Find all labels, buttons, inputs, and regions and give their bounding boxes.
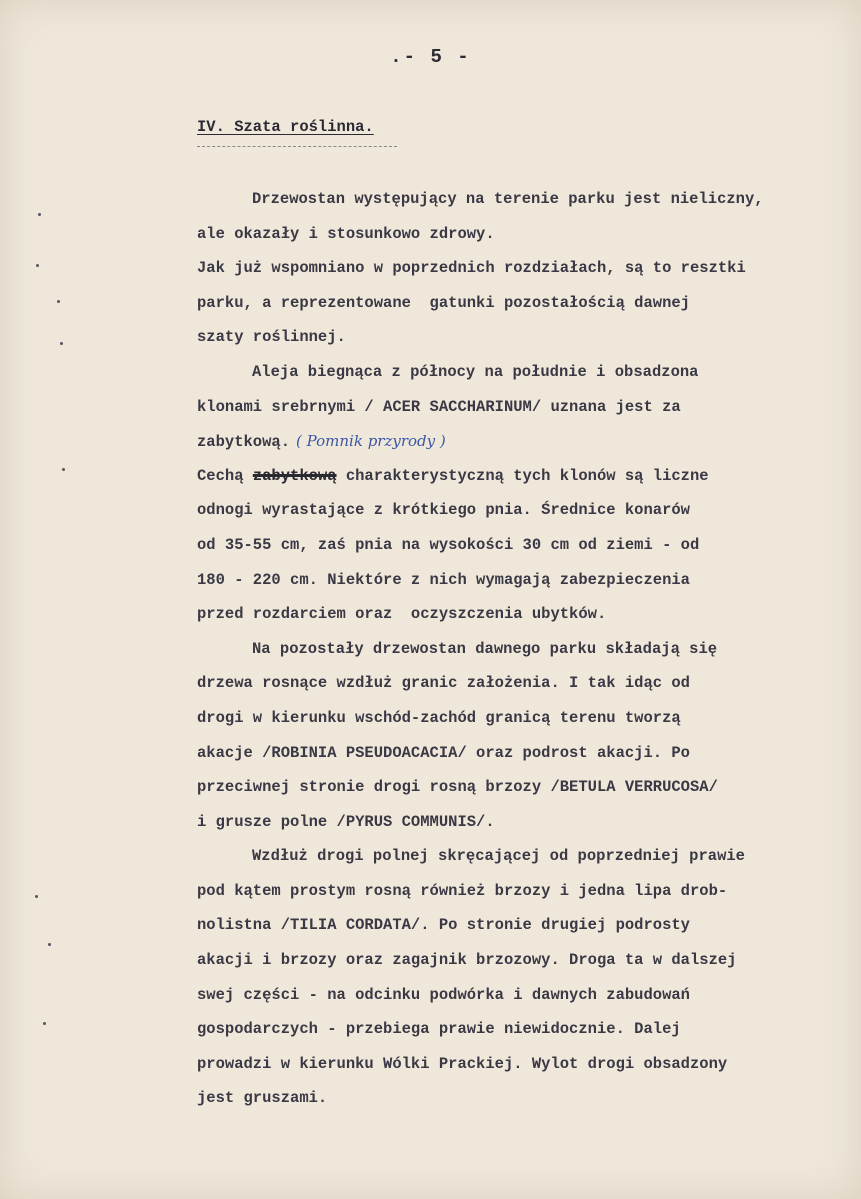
body-text bbox=[197, 182, 847, 1116]
margin-speck bbox=[57, 300, 60, 303]
line-text: Drzewostan występujący na terenie parku jest nieliczny, bbox=[252, 190, 764, 208]
text-line bbox=[197, 528, 847, 563]
margin-speck bbox=[43, 1022, 46, 1025]
text-line bbox=[197, 874, 847, 909]
line-text: 180 - 220 cm. Niektóre z nich wymagają zabezpieczenia bbox=[197, 570, 690, 589]
heading-underline-rule bbox=[197, 146, 397, 147]
section-heading: IV. Szata roślinna. bbox=[197, 118, 374, 136]
margin-speck bbox=[38, 213, 41, 216]
line-text: szaty roślinnej. bbox=[197, 328, 346, 347]
line-text: gospodarczych - przebiega prawie niewidocznie. Dalej bbox=[197, 1020, 681, 1039]
text-line bbox=[197, 839, 847, 874]
line-text: Aleja biegnąca z północy na południe i obsadzona bbox=[252, 362, 699, 381]
text-line bbox=[197, 424, 847, 459]
struck-out-word: zabytkową bbox=[252, 466, 337, 485]
text-line bbox=[197, 1012, 847, 1047]
line-text: charakterystyczną tych klonów są liczne bbox=[336, 466, 709, 485]
line-text: zabytkową. bbox=[197, 433, 291, 452]
text-line bbox=[197, 770, 847, 805]
line-prefix: Cechą bbox=[197, 466, 253, 485]
line-text: od 35-55 cm, zaś pnia na wysokości 30 cm od ziemi - od bbox=[197, 535, 700, 554]
line-text: jest gruszami. bbox=[197, 1089, 328, 1108]
text-line bbox=[197, 459, 847, 494]
line-text: drogi w kierunku wschód-zachód granicą terenu tworzą bbox=[197, 708, 681, 727]
text-line bbox=[197, 390, 847, 425]
line-text: drzewa rosnące wzdłuż granic założenia. I tak idąc od bbox=[197, 674, 690, 693]
margin-speck bbox=[35, 895, 38, 898]
text-line bbox=[197, 320, 847, 355]
text-line bbox=[197, 736, 847, 771]
line-text: nolistna /TILIA CORDATA/. Po stronie drugiej podrosty bbox=[197, 916, 690, 935]
line-text: swej części - na odcinku podwórka i dawnych zabudowań bbox=[197, 985, 690, 1004]
text-line bbox=[197, 943, 847, 978]
margin-speck bbox=[62, 468, 65, 471]
margin-speck bbox=[48, 943, 51, 946]
page-number: .- 5 - bbox=[390, 46, 471, 68]
margin-speck bbox=[60, 342, 63, 345]
text-line bbox=[197, 286, 847, 321]
line-text: akacji i brzozy oraz zagajnik brzozowy. Droga ta w dalszej bbox=[197, 951, 737, 970]
line-text: akacje /ROBINIA PSEUDOACACIA/ oraz podrost akacji. Po bbox=[197, 743, 690, 762]
text-line bbox=[197, 666, 847, 701]
line-text: parku, a reprezentowane gatunki pozostałością dawnej bbox=[197, 293, 690, 312]
line-text: odnogi wyrastające z krótkiego pnia. Średnice konarów bbox=[197, 501, 690, 520]
text-line bbox=[197, 632, 847, 667]
margin-speck bbox=[36, 264, 39, 267]
line-text: Na pozostały drzewostan dawnego parku składają się bbox=[252, 639, 718, 658]
line-text: prowadzi w kierunku Wólki Prackiej. Wylot drogi obsadzony bbox=[197, 1054, 728, 1073]
text-line bbox=[197, 701, 847, 736]
line-text: przed rozdarciem oraz oczyszczenia ubytków. bbox=[197, 605, 607, 624]
text-line bbox=[197, 355, 847, 390]
text-line bbox=[197, 597, 847, 632]
text-line bbox=[197, 251, 847, 286]
line-text: pod kątem prostym rosną również brzozy i jedna lipa drob- bbox=[197, 881, 728, 900]
line-text: i grusze polne /PYRUS COMMUNIS/. bbox=[197, 812, 495, 831]
handwritten-annotation: ( Pomnik przyrody ) bbox=[296, 432, 446, 451]
line-text: Jak już wspomniano w poprzednich rozdziałach, są to resztki bbox=[197, 259, 746, 278]
line-text: klonami srebrnymi / ACER SACCHARINUM/ uznana jest za bbox=[197, 397, 681, 416]
text-line bbox=[197, 563, 847, 598]
text-line bbox=[197, 978, 847, 1013]
text-line bbox=[197, 182, 847, 217]
text-line bbox=[197, 1047, 847, 1082]
text-line bbox=[197, 1081, 847, 1116]
text-line bbox=[197, 908, 847, 943]
text-line bbox=[197, 217, 847, 252]
line-text: Wzdłuż drogi polnej skręcającej od poprzedniej prawie bbox=[252, 847, 745, 866]
text-line bbox=[197, 493, 847, 528]
text-line bbox=[197, 805, 847, 840]
line-text: ale okazały i stosunkowo zdrowy. bbox=[197, 224, 495, 243]
line-text: przeciwnej stronie drogi rosną brzozy /BETULA VERRUCOSA/ bbox=[197, 778, 718, 797]
